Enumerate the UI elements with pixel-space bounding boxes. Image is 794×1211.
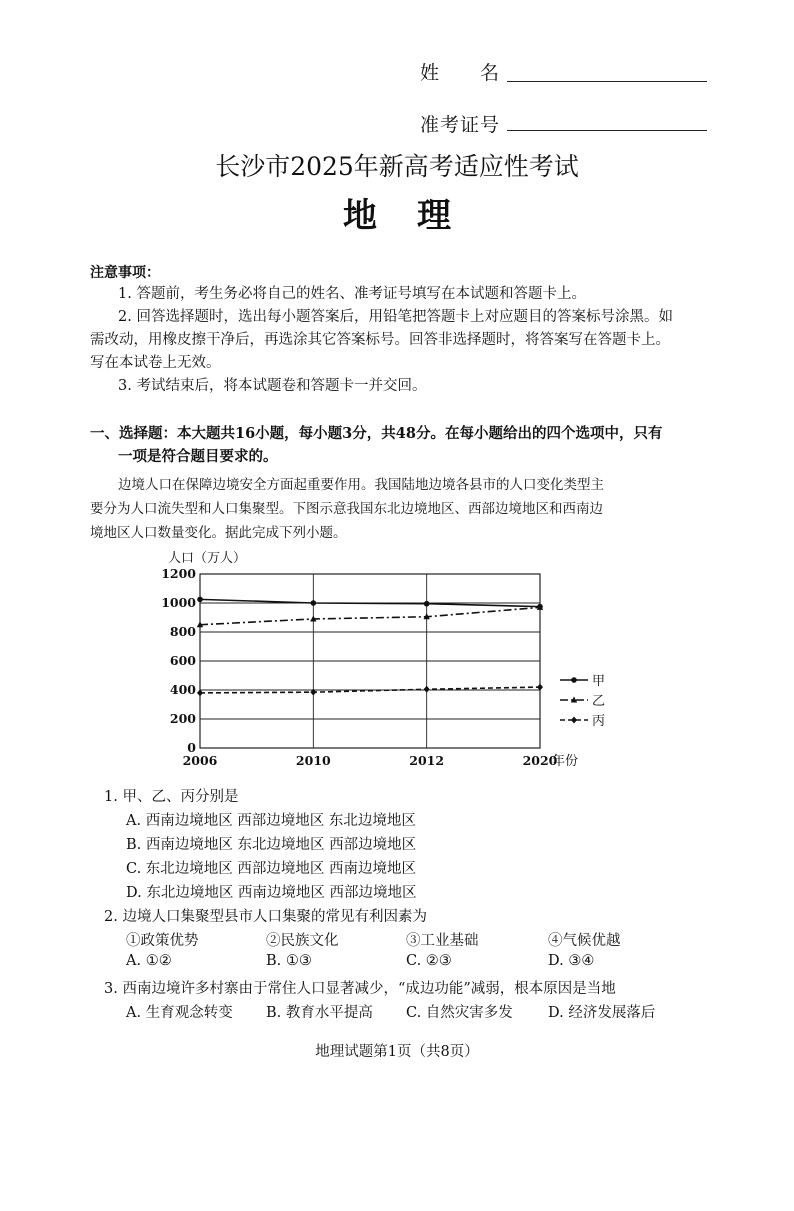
data-point [424,601,430,607]
q2-factor-1: ①政策优势 [126,933,199,949]
q3-option-d[interactable]: D. 经济发展落后 [548,1005,656,1021]
series-line [200,607,540,624]
x-tick-label: 2012 [409,753,445,768]
exam-title: 长沙市2025年新高考适应性考试 [215,152,579,181]
page-footer: 地理试题第1页（共8页） [315,1044,479,1060]
q2-factor-4: ④气候优越 [548,933,621,949]
legend-label: 丙 [592,714,606,729]
q3-stem: 3. 西南边境许多村寨由于常住人口显著减少，“成边功能”减弱，根本原因是当地 [104,981,616,997]
subject-title: 地理 [343,196,491,236]
notice-heading: 注意事项： [90,265,160,281]
notice-item-2-line-2: 需改动，用橡皮擦干净后，再选涂其它答案标号。回答非选择题时，将答案写在答题卡上。 [90,332,670,348]
data-point [537,684,543,691]
y-tick-label: 200 [169,711,196,726]
y-tick-label: 400 [169,682,196,697]
notice-item-3: 3. 考试结束后，将本试题卷和答题卡一并交回。 [118,378,427,394]
population-line-chart [150,542,630,772]
q1-option-d[interactable]: D. 东北边境地区 西南边境地区 西部边境地区 [126,885,417,901]
legend-label: 甲 [592,674,606,689]
x-axis-label: 年份 [552,754,579,769]
y-tick-label: 1200 [161,566,196,581]
notice-item-2-line-1: 2. 回答选择题时，选出每小题答案后，用铅笔把答题卡上对应题目的答案标号涂黑。如 [118,309,673,325]
x-tick-label: 2010 [295,753,331,768]
data-point [571,677,577,683]
id-label: 准考证号 [420,114,501,136]
data-point [311,600,317,606]
notice-item-1: 1. 答题前，考生务必将自己的姓名、准考证号填写在本试题和答题卡上。 [118,286,586,302]
notice-item-2-line-3: 写在本试卷上无效。 [90,355,221,371]
data-point [424,686,430,693]
intro-line-3: 境地区人口数量变化。据此完成下列小题。 [90,525,347,541]
y-tick-label: 1000 [161,595,196,610]
q3-option-b[interactable]: B. 教育水平提高 [266,1005,373,1021]
q1-option-a[interactable]: A. 西南边境地区 西部边境地区 东北边境地区 [126,813,416,829]
data-point [571,717,577,724]
data-point [197,689,203,696]
x-tick-label: 2006 [182,753,218,768]
q1-option-b[interactable]: B. 西南边境地区 东北边境地区 西部边境地区 [126,837,417,853]
q2-option-c[interactable]: C. ②③ [406,953,452,969]
y-tick-label: 0 [187,740,196,755]
q2-option-b[interactable]: B. ①③ [266,953,312,969]
q2-stem: 2. 边境人口集聚型县市人口集聚的常见有利因素为 [104,909,427,925]
q2-factor-3: ③工业基础 [406,933,479,949]
legend-label: 乙 [592,694,606,709]
name-blank [507,81,707,82]
intro-line-2: 要分为人口流失型和人口集聚型。下图示意我国东北边境地区、西部边境地区和西南边 [90,501,603,517]
q3-option-a[interactable]: A. 生育观念转变 [126,1005,233,1021]
q3-option-c[interactable]: C. 自然灾害多发 [406,1005,513,1021]
intro-line-1: 边境人口在保障边境安全方面起重要作用。我国陆地边境各县市的人口变化类型主 [118,477,604,493]
id-blank [507,130,707,131]
section-heading-line-1: 一、选择题：本大题共16小题，每小题3分，共48分。在每小题给出的四个选项中，只有 [90,425,663,442]
y-tick-label: 600 [169,653,196,668]
q2-option-d[interactable]: D. ③④ [548,953,595,969]
q2-factor-2: ②民族文化 [266,933,339,949]
q1-option-c[interactable]: C. 东北边境地区 西部边境地区 西南边境地区 [126,861,417,877]
y-tick-label: 800 [169,624,196,639]
data-point [197,597,203,603]
q2-option-a[interactable]: A. ①② [126,953,172,969]
x-tick-label: 2020 [522,753,558,768]
q1-stem: 1. 甲、乙、丙分别是 [104,789,239,805]
section-heading-line-2: 一项是符合题目要求的。 [118,448,278,465]
y-axis-label: 人口（万人） [168,551,247,566]
name-label: 姓 名 [420,62,501,84]
